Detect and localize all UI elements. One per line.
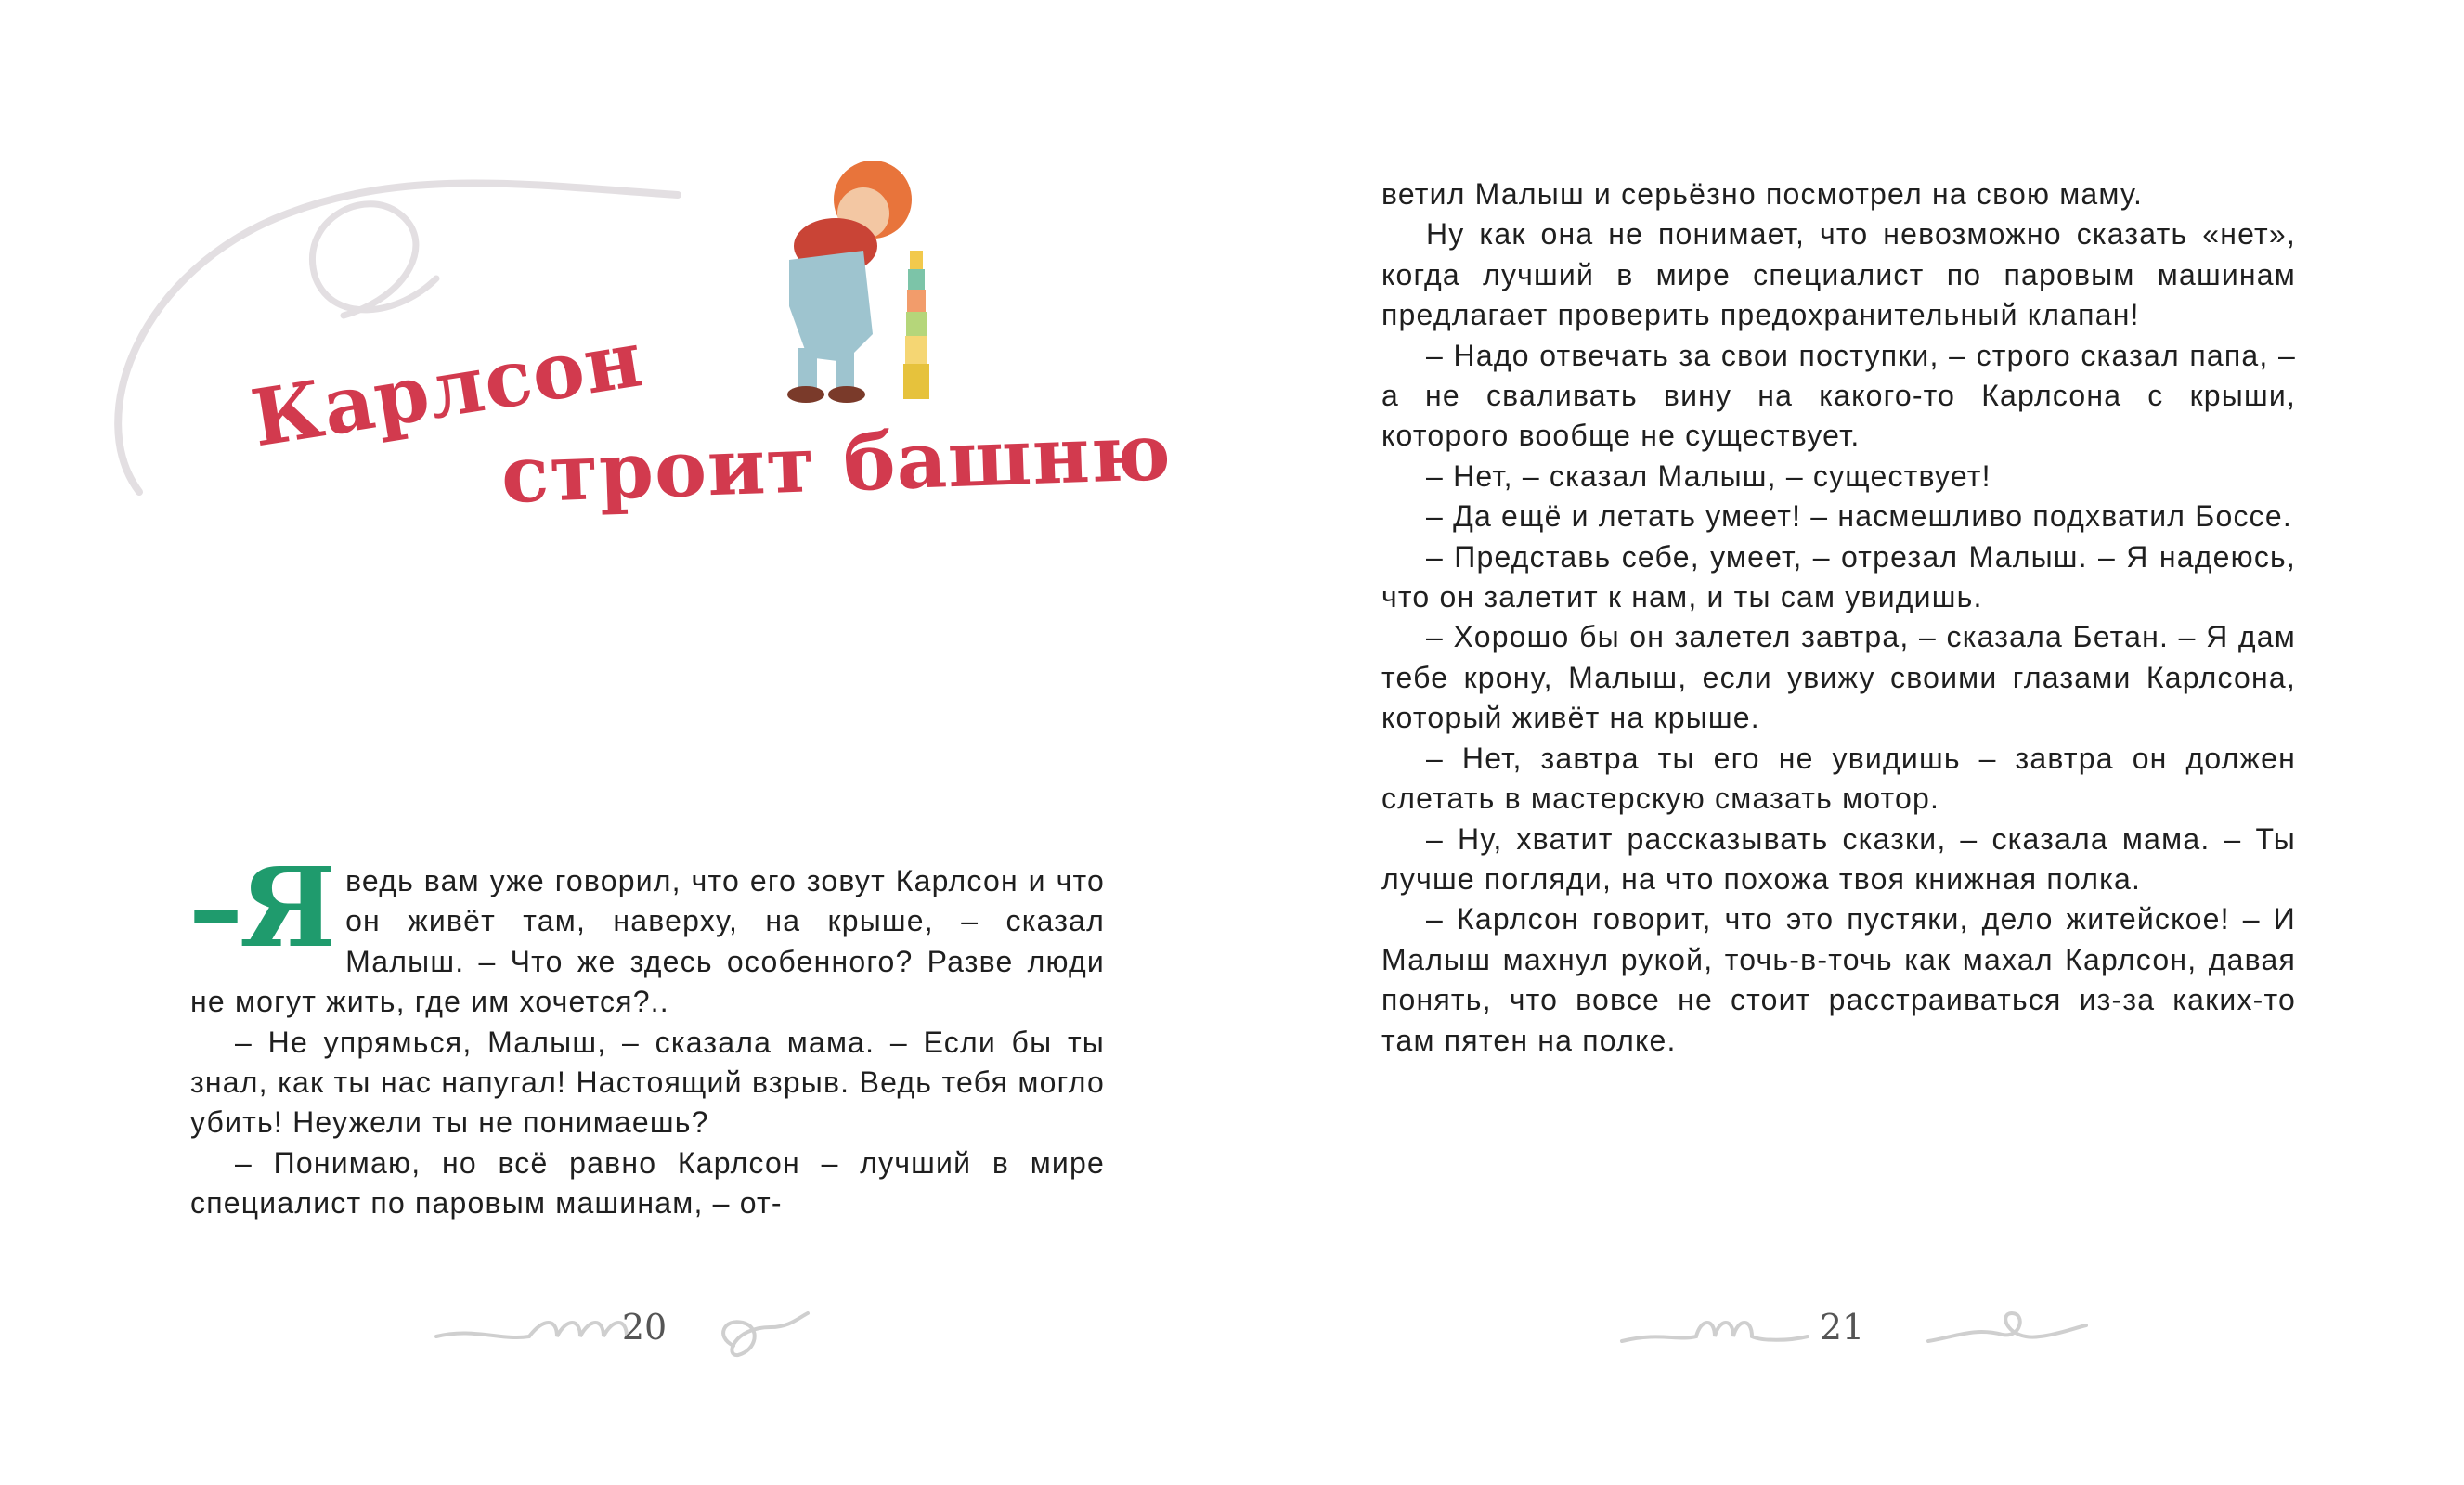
- right-body-text: [1381, 174, 2296, 1061]
- paragraph: – Надо отвечать за свои поступки, – строго сказал папа, – а не сваливать вину на какого-то Карлсона с крыши, которого вообще не существует.: [1381, 338, 2296, 453]
- paragraph: – Карлсон говорит, что это пустяки, дело житейское! – И Малыш махнул рукой, точь-в-точь как махал Карлсон, давая понять, что вовсе не стоит расстраиваться из-за каких-то там пятен на полке.: [1381, 902, 2296, 1057]
- paragraph: – Не упрямься, Малыш, – сказала мама. – Если бы ты знал, как ты нас напугал! Настоящий взрыв. Ведь тебя могло убить! Неужели ты не понимаешь?: [190, 1025, 1105, 1140]
- drop-cap: –Я: [188, 843, 333, 972]
- paragraph: – Понимаю, но всё равно Карлсон – лучший в мире специалист по паровым машинам, – от-: [190, 1145, 1105, 1220]
- page-number: 20: [621, 1307, 668, 1348]
- boy-building-tower-illustration: [733, 148, 1031, 427]
- paragraph: – Хорошо бы он залетел завтра, – сказала Бетан. – Я дам тебе крону, Малыш, если увижу своими глазами Карлсона, который живёт на крыше.: [1381, 620, 2296, 735]
- paragraph: ведь вам уже говорил, что его зовут Карлсон и что он живёт там, наверху, на крыше, – сказал Малыш. – Что же здесь особенного? Разве люди не могут жить, где им хочется?..: [190, 864, 1105, 1019]
- paragraph: – Нет, завтра ты его не увидишь – завтра он должен слетать в мастерскую смазать мотор.: [1381, 741, 2296, 816]
- paragraph: – Ну, хватит рассказывать сказки, – сказала мама. – Ты лучше погляди, на что похожа твоя книжная полка.: [1381, 821, 2296, 896]
- page-number: 21: [1819, 1307, 1865, 1348]
- paragraph: Ну как она не понимает, что невозможно сказать «нет», когда лучший в мире специалист по паровым машинам предлагает проверить предохранительный клапан!: [1381, 217, 2296, 332]
- chapter-title-line-1: Карлсон: [245, 312, 649, 465]
- paragraph: – Нет, – сказал Малыш, – существует!: [1426, 458, 1991, 493]
- right-page: [1232, 0, 2464, 1485]
- left-body-text: [188, 843, 1105, 1224]
- paragraph: ветил Малыш и серьёзно посмотрел на свою маму.: [1381, 177, 2144, 211]
- paragraph: – Представь себе, умеет, – отрезал Малыш. – Я надеюсь, что он залетит к нам, и ты сам увидишь.: [1381, 539, 2296, 614]
- paragraph: – Да ещё и летать умеет! – насмешливо подхватил Боссе.: [1426, 499, 2292, 534]
- chapter-title-line-2: строит башню: [499, 405, 1174, 521]
